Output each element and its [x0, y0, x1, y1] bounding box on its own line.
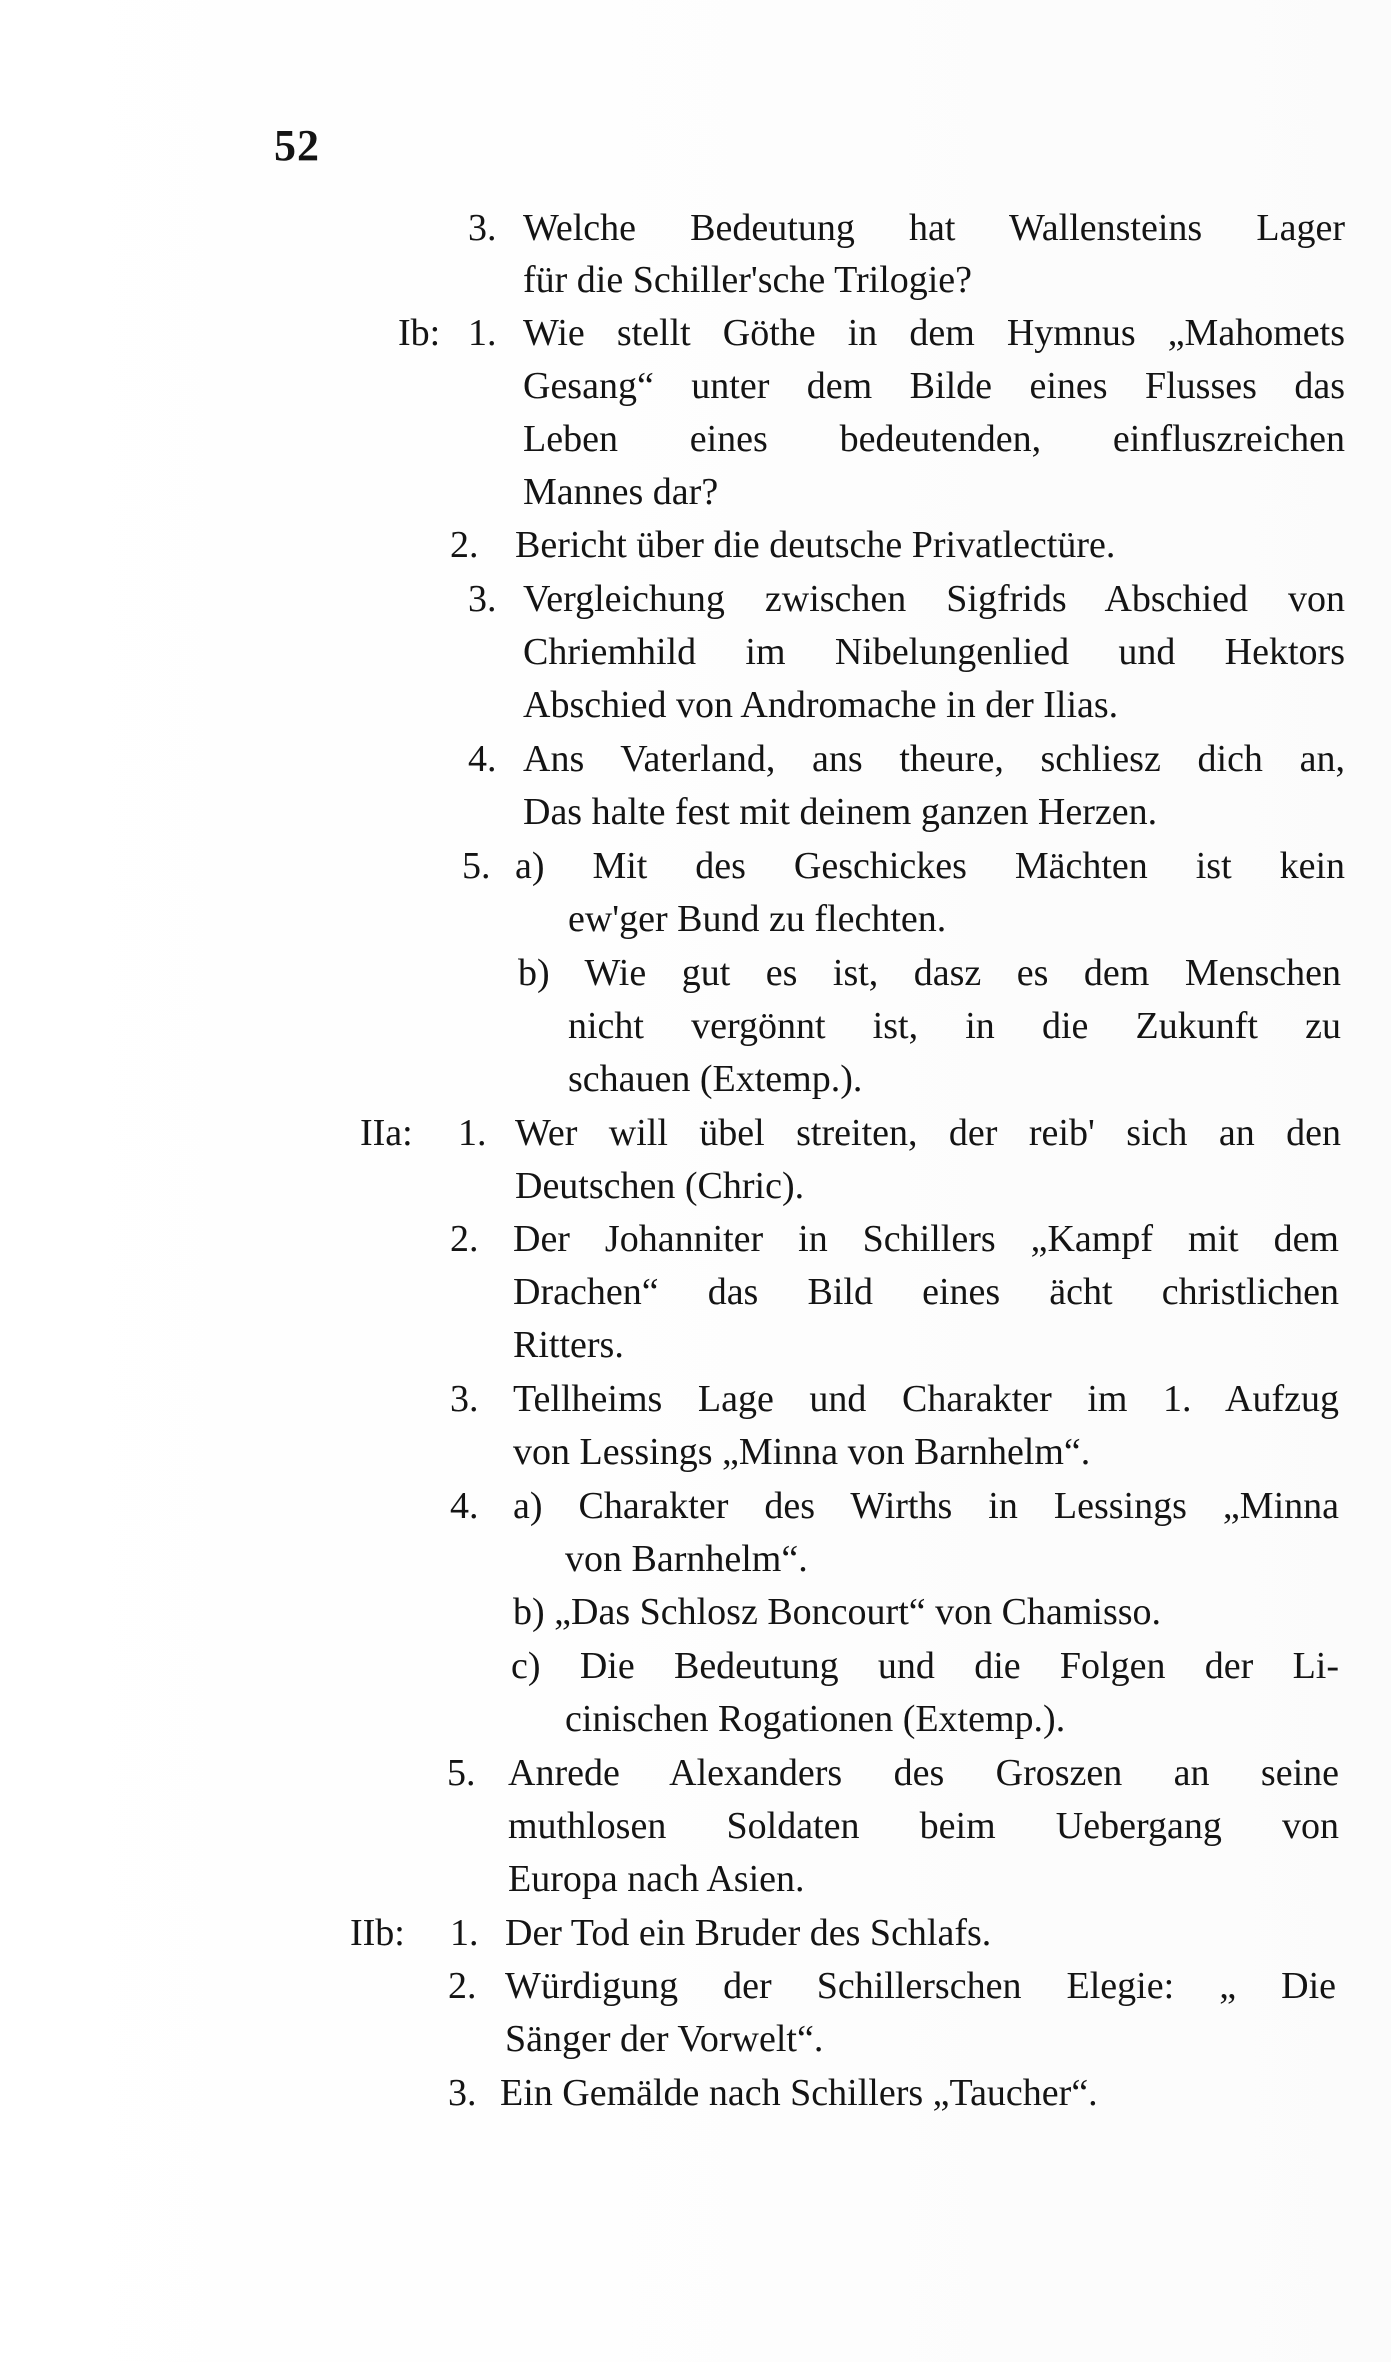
text-line: Bericht über die deutsche Privatlectüre.	[515, 524, 1116, 566]
item-number: 1.	[458, 1112, 487, 1154]
page-number: 52	[274, 121, 320, 170]
text-line: Mannes dar?	[523, 471, 719, 513]
text-line: Sänger der Vorwelt“.	[505, 2018, 824, 2060]
text-line: für die Schiller'sche Trilogie?	[523, 259, 973, 301]
text-line: cinischen Rogationen (Extemp.).	[565, 1698, 1066, 1740]
text-line: schauen (Extemp.).	[568, 1058, 863, 1100]
text-line: a) Mit des Geschickes Mächten ist kein	[515, 845, 1345, 887]
item-number: 3.	[450, 1378, 479, 1420]
text-line: Welche Bedeutung hat Wallensteins Lager	[523, 207, 1345, 249]
text-line: Leben eines bedeutenden, einfluszreichen	[523, 418, 1345, 460]
text-line: nicht vergönnt ist, in die Zukunft zu	[568, 1005, 1341, 1047]
text-line: Chriemhild im Nibelungenlied und Hektors	[523, 631, 1345, 673]
text-line: muthlosen Soldaten beim Uebergang von	[508, 1805, 1339, 1847]
class-label: IIa:	[360, 1112, 413, 1154]
text-line: von Lessings „Minna von Barnhelm“.	[513, 1431, 1091, 1473]
text-line: c) Die Bedeutung und die Folgen der Li-	[511, 1645, 1339, 1687]
text-line: Deutschen (Chric).	[515, 1165, 805, 1207]
item-number: 5.	[462, 845, 491, 887]
item-number: 2.	[450, 1218, 479, 1260]
item-number: 3.	[448, 2072, 477, 2114]
text-line: Der Johanniter in Schillers „Kampf mit dem	[513, 1218, 1339, 1260]
item-number: 3.	[468, 207, 497, 249]
item-number: 1.	[450, 1912, 479, 1954]
text-line: Tellheims Lage und Charakter im 1. Aufzug	[513, 1378, 1339, 1420]
text-line: Drachen“ das Bild eines ächt christlichen	[513, 1271, 1339, 1313]
text-line: Wie stellt Göthe in dem Hymnus „Mahomets	[523, 312, 1345, 354]
text-line: Vergleichung zwischen Sigfrids Abschied von	[523, 578, 1345, 620]
text-line: Der Tod ein Bruder des Schlafs.	[505, 1912, 992, 1954]
text-line: Ein Gemälde nach Schillers „Taucher“.	[500, 2072, 1098, 2114]
text-line: Würdigung der Schillerschen Elegie: „ Die	[505, 1965, 1336, 2007]
item-number: 4.	[468, 738, 497, 780]
item-number: 5.	[447, 1752, 476, 1794]
text-line: Ritters.	[513, 1324, 624, 1366]
text-line: ew'ger Bund zu flechten.	[568, 898, 947, 940]
class-label: IIb:	[350, 1912, 405, 1954]
item-number: 3.	[468, 578, 497, 620]
text-line: Gesang“ unter dem Bilde eines Flusses das	[523, 365, 1345, 407]
text-line: Wer will übel streiten, der reib' sich an den	[515, 1112, 1341, 1154]
item-number: 2.	[448, 1965, 477, 2007]
text-line: b) „Das Schlosz Boncourt“ von Chamisso.	[513, 1591, 1162, 1633]
text-line: Ans Vaterland, ans theure, schliesz dich an,	[523, 738, 1345, 780]
text-line: a) Charakter des Wirths in Lessings „Minna	[513, 1485, 1339, 1527]
text-line: Abschied von Andromache in der Ilias.	[523, 684, 1119, 726]
item-number: 4.	[450, 1485, 479, 1527]
item-number: 2.	[450, 524, 479, 566]
text-line: von Barnhelm“.	[565, 1538, 808, 1580]
text-line: Europa nach Asien.	[508, 1858, 805, 1900]
item-number: 1.	[468, 312, 497, 354]
text-line: Das halte fest mit deinem ganzen Herzen.	[523, 791, 1158, 833]
text-line: Anrede Alexanders des Groszen an seine	[508, 1752, 1339, 1794]
text-line: b) Wie gut es ist, dasz es dem Menschen	[518, 952, 1341, 994]
class-label: Ib:	[398, 312, 441, 354]
